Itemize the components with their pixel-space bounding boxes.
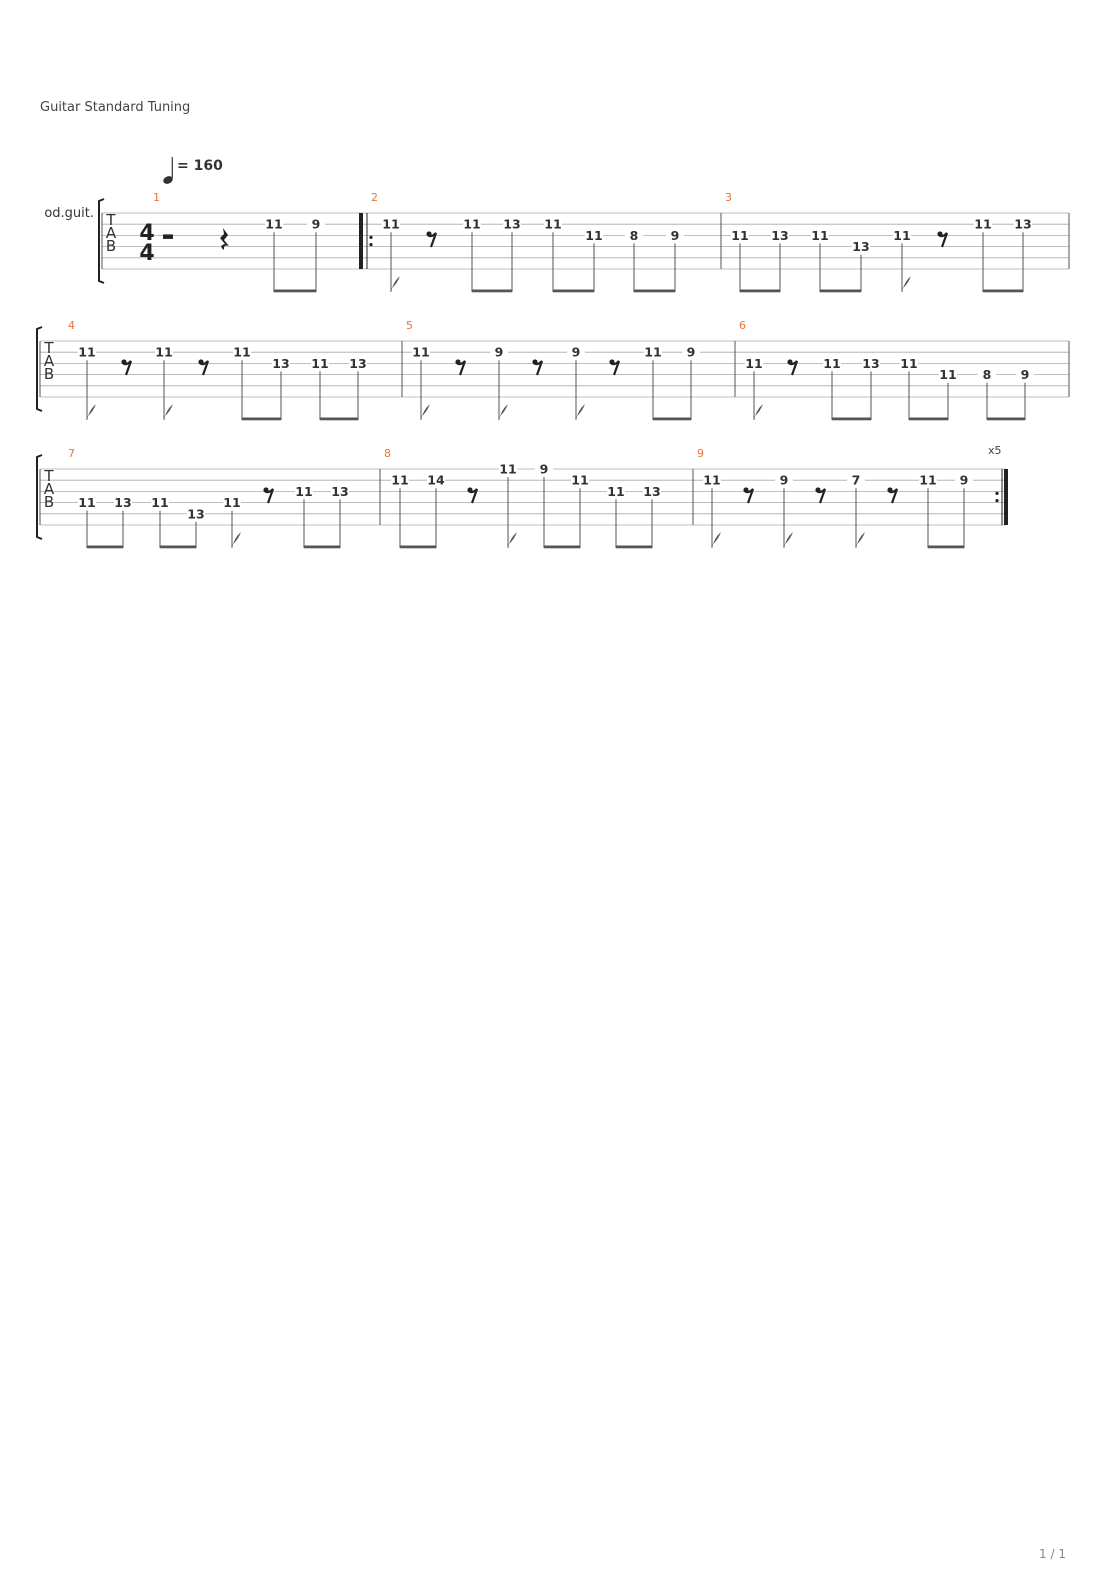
eighth-flag-icon xyxy=(856,532,865,548)
fret-number: 11 xyxy=(412,344,430,360)
fret-number: 9 xyxy=(670,227,680,243)
beam xyxy=(242,418,281,421)
fret-number: 9 xyxy=(1020,367,1030,383)
tab-clef-letter: T xyxy=(106,211,116,229)
fret-number: 11 xyxy=(78,344,96,360)
repeat-count: x5 xyxy=(988,444,1002,457)
eighth-rest-dot xyxy=(263,487,268,492)
measure-number: 6 xyxy=(739,319,746,332)
fret-number: 11 xyxy=(974,216,992,232)
fret-number: 13 xyxy=(771,227,789,243)
measure-8 xyxy=(384,447,693,548)
fret-number: 11 xyxy=(463,216,481,232)
fret-number: 11 xyxy=(571,472,589,488)
beam xyxy=(983,290,1023,293)
repeat-start-thick-bar xyxy=(359,213,363,269)
fret-number: 11 xyxy=(585,227,603,243)
fret-number: 11 xyxy=(900,355,918,371)
fret-number: 11 xyxy=(391,472,409,488)
eighth-flag-icon xyxy=(391,276,400,292)
eighth-flag-icon xyxy=(164,404,173,420)
page-number: 1 / 1 xyxy=(1039,1547,1066,1561)
half-rest-icon xyxy=(163,234,173,239)
repeat-end-thick-bar xyxy=(1004,469,1008,525)
fret-number: 9 xyxy=(571,344,581,360)
eighth-flag-icon xyxy=(508,532,517,548)
measure-3 xyxy=(725,191,1069,292)
fret-number: 11 xyxy=(382,216,400,232)
measure-number: 4 xyxy=(68,319,75,332)
eighth-flag-icon xyxy=(754,404,763,420)
fret-number: 11 xyxy=(499,461,517,477)
tempo-value: = 160 xyxy=(177,158,223,174)
beam xyxy=(616,546,652,549)
fret-number: 7 xyxy=(851,472,861,488)
eighth-rest-dot xyxy=(467,487,472,492)
eighth-rest-dot xyxy=(532,359,537,364)
tab-clef-letter: T xyxy=(44,339,54,357)
beam xyxy=(987,418,1025,421)
measure-number: 2 xyxy=(371,191,378,204)
fret-number: 11 xyxy=(544,216,562,232)
fret-number: 11 xyxy=(823,355,841,371)
measure-6 xyxy=(739,319,1069,420)
beam xyxy=(320,418,358,421)
fret-number: 13 xyxy=(503,216,521,232)
eighth-flag-icon xyxy=(902,276,911,292)
eighth-rest-dot xyxy=(787,359,792,364)
beam xyxy=(304,546,340,549)
beam xyxy=(820,290,861,293)
fret-number: 11 xyxy=(223,495,241,511)
tab-system xyxy=(37,319,1069,420)
tab-clef-letter: B xyxy=(105,237,117,255)
fret-number: 13 xyxy=(852,239,870,255)
fret-number: 9 xyxy=(779,472,789,488)
tempo-marking xyxy=(162,157,223,185)
fret-number: 11 xyxy=(703,472,721,488)
measure-7 xyxy=(68,447,380,548)
beam xyxy=(544,546,580,549)
eighth-flag-icon xyxy=(421,404,430,420)
repeat-dot xyxy=(995,499,998,502)
eighth-rest-dot xyxy=(743,487,748,492)
eighth-flag-icon xyxy=(784,532,793,548)
eighth-rest-dot xyxy=(455,359,460,364)
fret-number: 11 xyxy=(811,227,829,243)
beam xyxy=(634,290,675,293)
tab-clef-letter: A xyxy=(43,352,55,370)
tab-systems xyxy=(37,191,1069,548)
eighth-flag-icon xyxy=(499,404,508,420)
tab-system xyxy=(37,444,1008,548)
measure-number: 5 xyxy=(406,319,413,332)
fret-number: 11 xyxy=(78,495,96,511)
fret-number: 9 xyxy=(539,461,549,477)
measure-number: 9 xyxy=(697,447,704,460)
fret-number: 9 xyxy=(686,344,696,360)
beam xyxy=(472,290,512,293)
beam xyxy=(400,546,436,549)
time-signature-denominator: 4 xyxy=(139,241,155,266)
track-name: od.guit. xyxy=(44,206,94,221)
fret-number: 11 xyxy=(939,367,957,383)
beam xyxy=(274,290,316,293)
eighth-rest-dot xyxy=(937,231,942,236)
beam xyxy=(740,290,780,293)
fret-number: 9 xyxy=(959,472,969,488)
beam xyxy=(909,418,948,421)
measure-number: 7 xyxy=(68,447,75,460)
measure-2 xyxy=(371,191,721,292)
eighth-rest-dot xyxy=(121,359,126,364)
fret-number: 13 xyxy=(114,495,132,511)
repeat-dot xyxy=(995,492,998,495)
eighth-flag-icon xyxy=(576,404,585,420)
fret-number: 13 xyxy=(272,355,290,371)
eighth-rest-dot xyxy=(198,359,203,364)
fret-number: 9 xyxy=(494,344,504,360)
fret-number: 11 xyxy=(265,216,283,232)
time-signature-numerator: 4 xyxy=(139,221,155,246)
fret-number: 11 xyxy=(607,483,625,499)
fret-number: 11 xyxy=(893,227,911,243)
eighth-flag-icon xyxy=(232,532,241,548)
repeat-dot xyxy=(369,236,372,239)
fret-number: 11 xyxy=(919,472,937,488)
measure-4 xyxy=(68,319,402,420)
measure-number: 8 xyxy=(384,447,391,460)
eighth-rest-dot xyxy=(426,231,431,236)
tab-clef-letter: B xyxy=(43,365,55,383)
beam xyxy=(832,418,871,421)
fret-number: 9 xyxy=(311,216,321,232)
fret-number: 14 xyxy=(427,472,445,488)
fret-number: 11 xyxy=(295,483,313,499)
fret-number: 11 xyxy=(731,227,749,243)
eighth-rest-dot xyxy=(815,487,820,492)
eighth-rest-dot xyxy=(609,359,614,364)
beam xyxy=(553,290,594,293)
tab-clef-letter: A xyxy=(43,480,55,498)
measure-9 xyxy=(697,444,1008,548)
tuning-label: Guitar Standard Tuning xyxy=(40,100,191,115)
fret-number: 11 xyxy=(233,344,251,360)
measure-number: 3 xyxy=(725,191,732,204)
fret-number: 11 xyxy=(644,344,662,360)
fret-number: 13 xyxy=(643,483,661,499)
repeat-dot xyxy=(369,243,372,246)
eighth-flag-icon xyxy=(87,404,96,420)
fret-number: 11 xyxy=(155,344,173,360)
beam xyxy=(87,546,123,549)
fret-number: 13 xyxy=(1014,216,1032,232)
tab-clef-letter: A xyxy=(105,224,117,242)
fret-number: 13 xyxy=(862,355,880,371)
fret-number: 11 xyxy=(151,495,169,511)
tab-system xyxy=(99,191,1069,292)
measure-5 xyxy=(406,319,735,420)
fret-number: 13 xyxy=(187,506,205,522)
fret-number: 11 xyxy=(745,355,763,371)
beam xyxy=(928,546,964,549)
tab-clef-letter: T xyxy=(44,467,54,485)
fret-number: 13 xyxy=(349,355,367,371)
beam xyxy=(653,418,691,421)
fret-number: 8 xyxy=(982,367,992,383)
measure-1 xyxy=(139,191,372,292)
fret-number: 8 xyxy=(629,227,639,243)
fret-number: 11 xyxy=(311,355,329,371)
measure-number: 1 xyxy=(153,191,160,204)
fret-number: 13 xyxy=(331,483,349,499)
eighth-rest-dot xyxy=(887,487,892,492)
eighth-flag-icon xyxy=(712,532,721,548)
tab-clef-letter: B xyxy=(43,493,55,511)
beam xyxy=(160,546,196,549)
